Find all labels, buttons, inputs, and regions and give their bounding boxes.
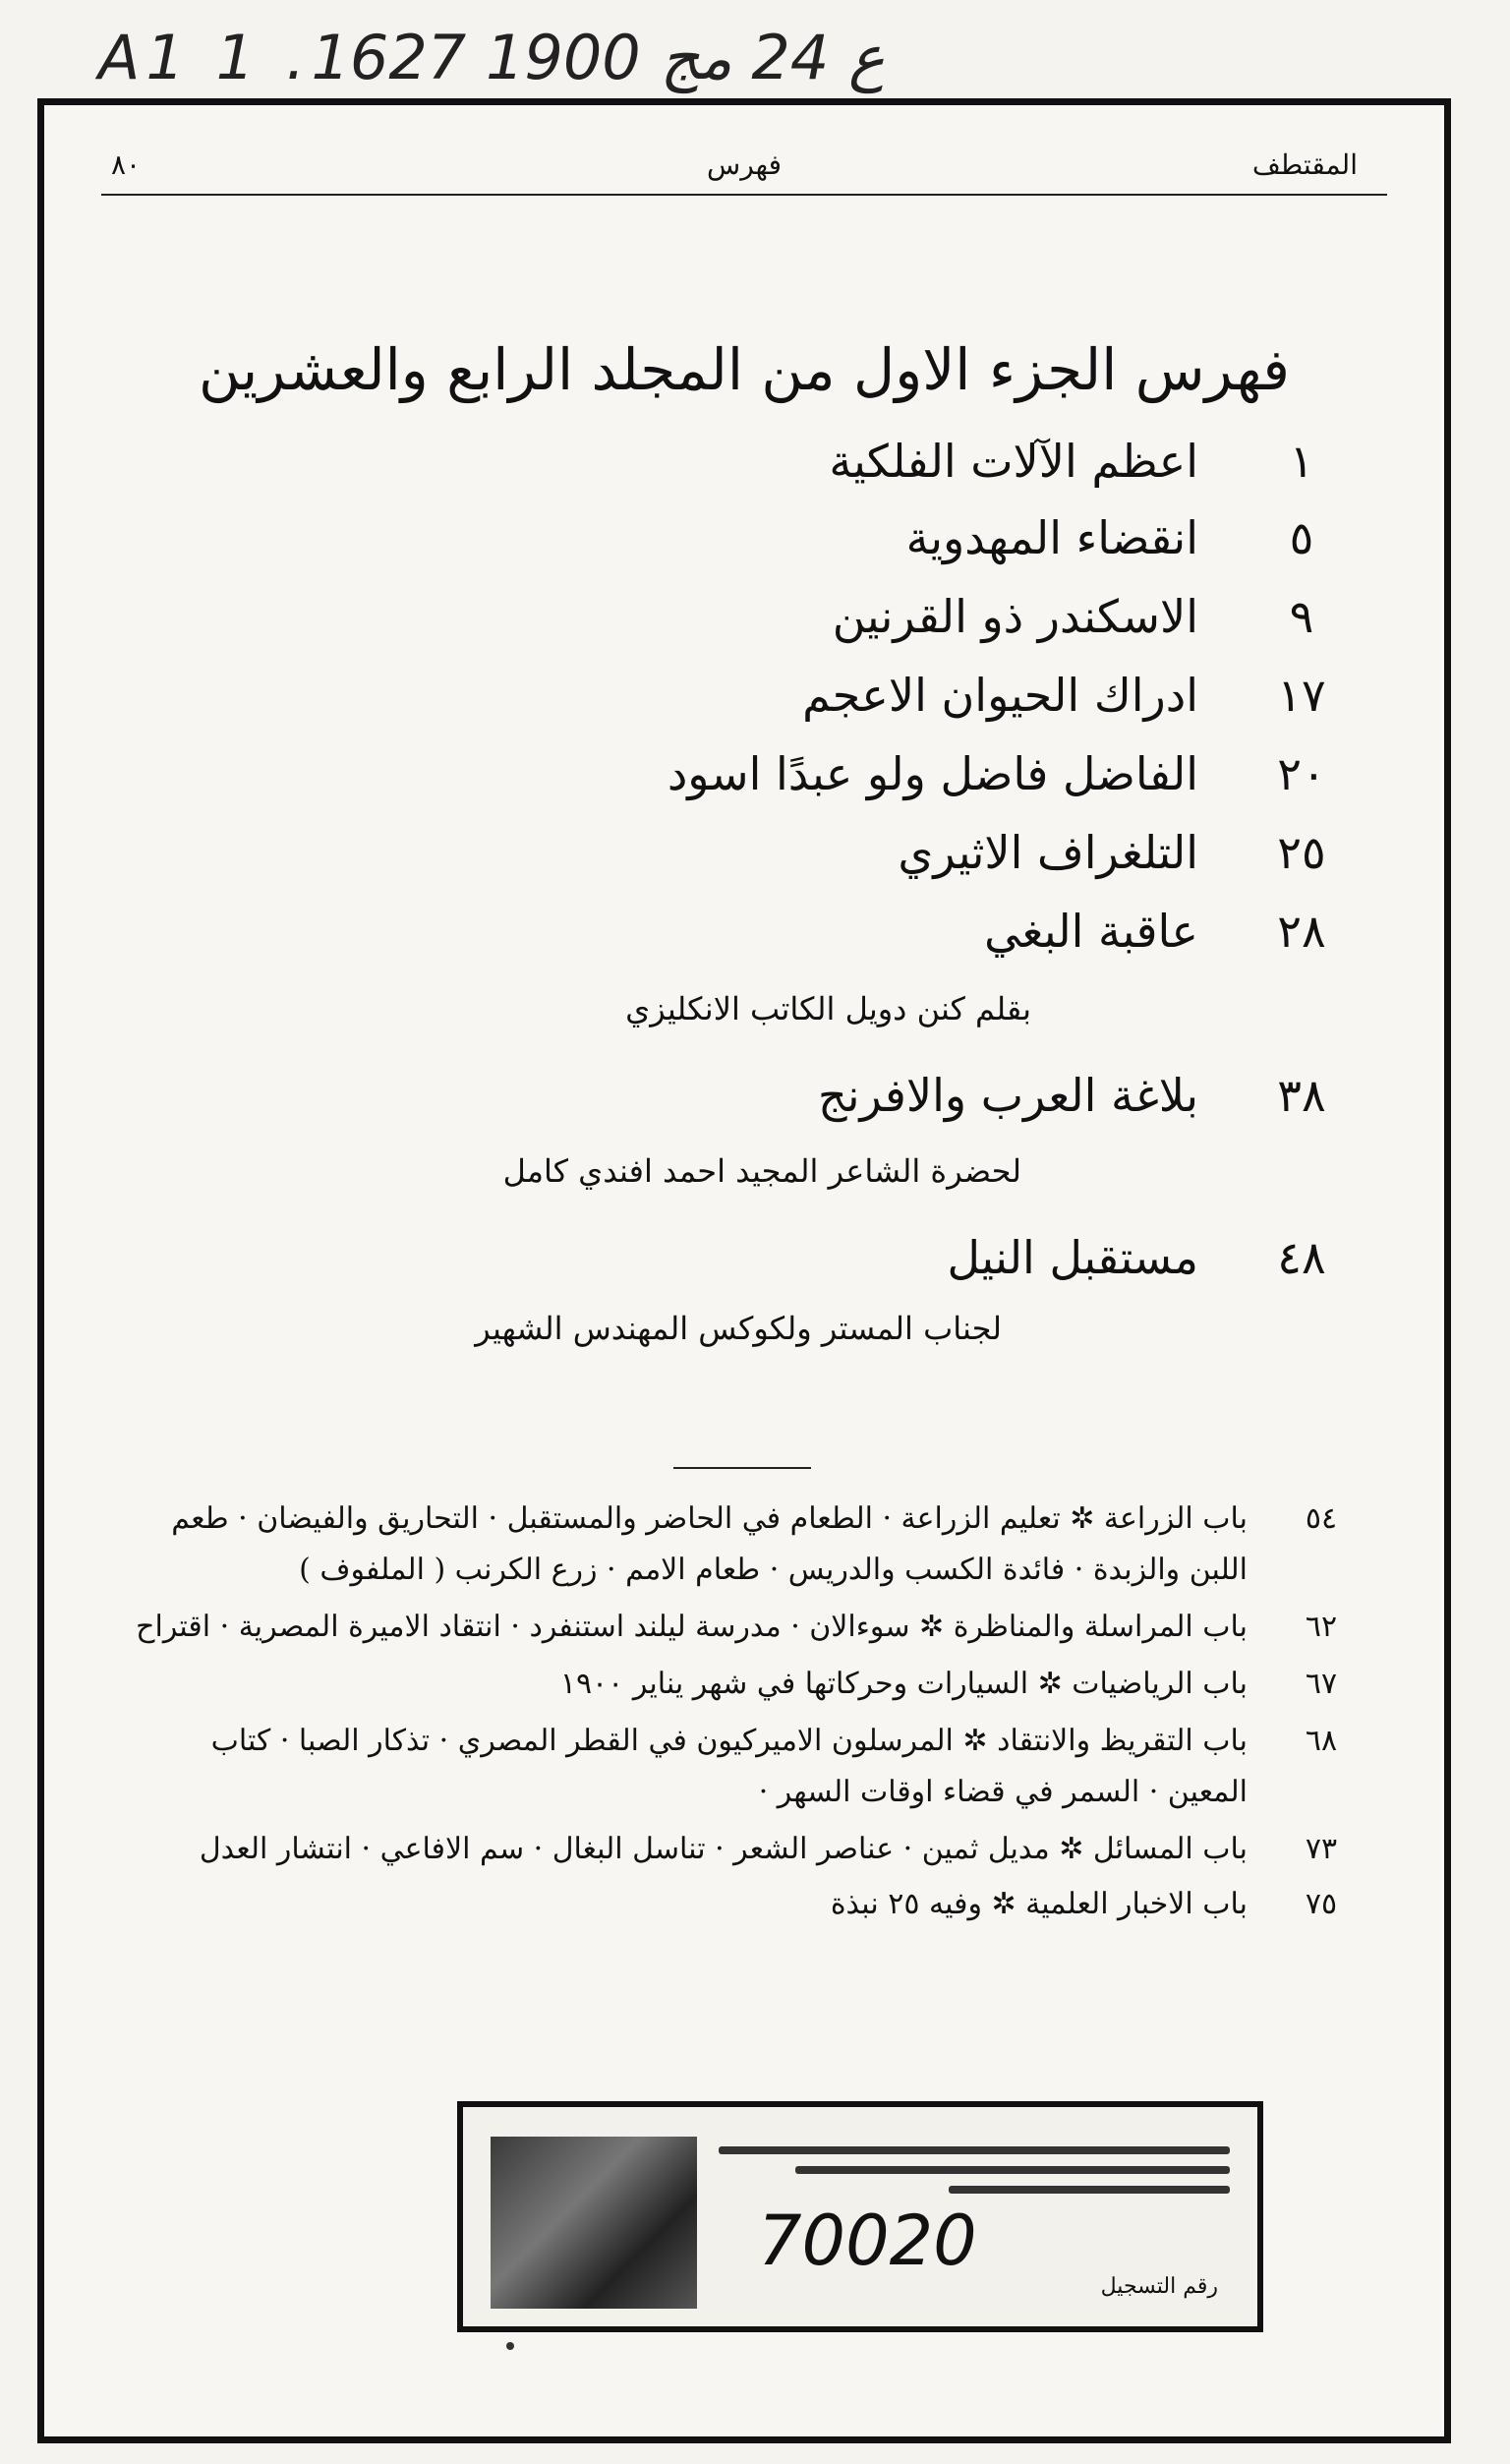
section-line: باب الرياضيات ✲ السيارات وحركاتها في شهر يناير ١٩٠٠ [559,1667,1248,1701]
toc-title: انقضاء المهدوية [905,511,1198,564]
toc-row [44,669,1444,737]
toc-title: الاسكندر ذو القرنين [832,590,1198,643]
page-title: فهرس الجزء الاول من المجلد الرابع والعشرين [198,336,1291,403]
library-stamp [457,2101,1263,2332]
stamp-photo-icon [491,2137,697,2309]
toc-title: ادراك الحيوان الاعجم [802,669,1198,722]
section-page-number: ٧٣ [1305,1832,1338,1866]
toc-row [44,747,1444,816]
section-divider [673,1467,811,1469]
page-number: ٨٠ [111,148,142,181]
stamp-label: رقم التسجيل [1100,2274,1218,2299]
toc-page-number: ٢٥ [1277,826,1326,879]
section-page-number: ٦٢ [1305,1610,1338,1644]
section-page-number: ٧٥ [1305,1887,1338,1921]
section-line: باب المراسلة والمناظرة ✲ سوءالان · مدرسة ليلند استنفرد · انتقاد الاميرة المصرية · اقتراح [136,1610,1248,1644]
toc-page-number: ٥ [1289,511,1314,564]
section-page-number: ٦٨ [1305,1724,1338,1758]
toc-row [44,905,1444,973]
toc-row [44,435,1444,503]
toc-page-number: ٢٨ [1277,905,1326,958]
stamp-printed-lines [719,2146,1230,2205]
section-line: المعين · السمر في قضاء اوقات السهر · [758,1775,1248,1809]
toc-title: بلاغة العرب والافرنج [818,1069,1198,1122]
toc-row [44,511,1444,580]
stamp-registration-number: 70020 [758,2200,977,2281]
toc-page-number: ١٧ [1277,669,1326,722]
toc-author: لحضرة الشاعر المجيد احمد افندي كامل [502,1152,1021,1190]
journal-name: المقتطف [1251,148,1358,181]
section-line: باب الاخبار العلمية ✲ وفيه ٢٥ نبذة [830,1887,1248,1921]
running-head-title: فهرس [707,148,782,181]
section-line: اللبن والزبدة · فائدة الكسب والدريس · طعام الامم · زرع الكرنب ( الملفوف ) [299,1553,1248,1587]
page-frame [37,98,1451,2443]
toc-title: الفاضل فاضل ولو عبدًا اسود [667,747,1198,800]
toc-row [44,826,1444,895]
toc-title: مستقبل النيل [947,1231,1198,1284]
section-page-number: ٦٧ [1305,1667,1338,1701]
section-line: باب التقريظ والانتقاد ✲ المرسلون الاميركيون في القطر المصري · تذكار الصبا · كتاب [210,1724,1248,1758]
toc-title: التلغراف الاثيري [898,826,1198,879]
toc-author: بقلم كنن دويل الكاتب الانكليزي [625,990,1031,1027]
toc-page-number: ٤٨ [1277,1231,1326,1284]
toc-title: اعظم الآلات الفلكية [829,435,1198,488]
toc-page-number: ١ [1289,435,1314,488]
toc-row [44,590,1444,659]
toc-page-number: ٩ [1289,590,1314,643]
section-line: باب المسائل ✲ مديل ثمين · عناصر الشعر · تناسل البغال · سم الافاعي · انتشار العدل [199,1832,1248,1866]
section-line: باب الزراعة ✲ تعليم الزراعة · الطعام في الحاضر والمستقبل · التحاريق والفيضان · طعم [171,1501,1248,1536]
toc-title: عاقبة البغي [984,905,1198,958]
toc-page-number: ٢٠ [1277,747,1326,800]
toc-author: لجناب المستر ولكوكس المهندس الشهير [475,1310,1002,1347]
ink-dot [506,2342,514,2350]
running-head [101,145,1387,196]
toc-row [44,1069,1444,1138]
section-page-number: ٥٤ [1305,1501,1338,1536]
handwritten-catalog-reference: A1 1 .ع 24 مج 1900 1627 [98,22,886,93]
toc-row [44,1231,1444,1300]
toc-page-number: ٣٨ [1277,1069,1326,1122]
